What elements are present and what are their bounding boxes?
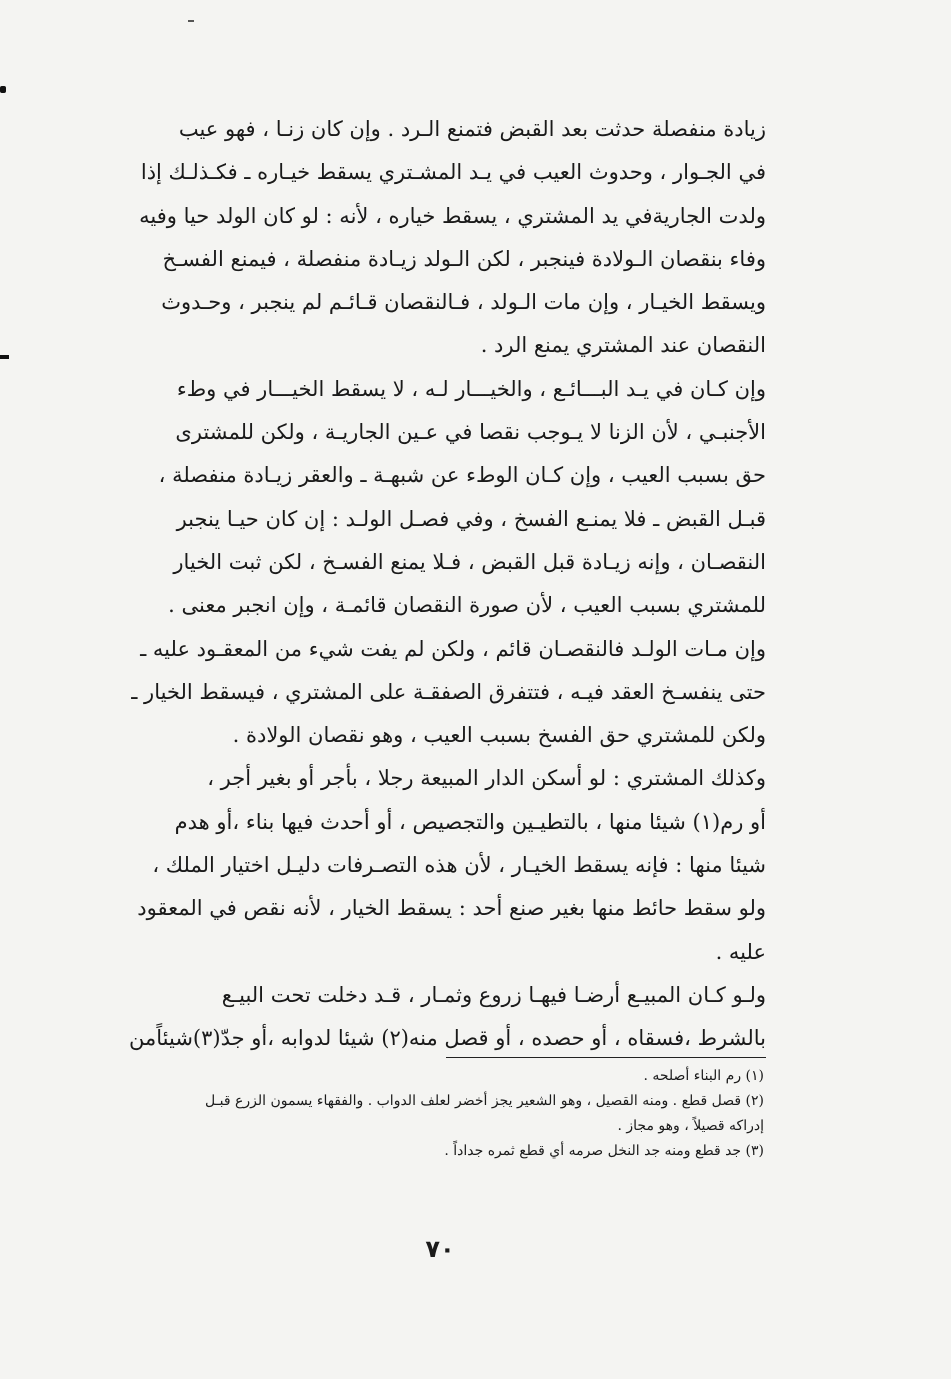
text-line: في الجـوار ، وحدوث العيب في يـد المشـتري يسقط خيـاره ـ فكـذلـك إذا bbox=[140, 160, 766, 185]
text-line: ويسقط الخيـار ، وإن مات الـولد ، فـالنقصان قـائـم لم ينجبر ، وحـدوث bbox=[161, 290, 766, 315]
text-line: ولـو كـان المبيـع أرضـا فيهـا زروع وثمـار ، قـد دخلت تحت البيـع bbox=[221, 982, 766, 1007]
text-line: حتى ينفسـخ العقد فيـه ، فتتفرق الصفقـة على المشتري ، فيسقط الخيار ـ bbox=[131, 679, 766, 704]
text-line: للمشتري بسبب العيب ، لأن صورة النقصان قائمـة ، وإن انجبر معنى . bbox=[168, 593, 766, 618]
text-line: وإن كـان في يـد البـــائـع ، والخيـــار لـه ، لا يسقط الخيـــار في وطء bbox=[176, 376, 766, 401]
text-line: وإن مـات الولـد فالنقصـان قائم ، ولكن لم يفت شيء من المعقـود عليه ـ bbox=[140, 636, 766, 661]
text-line: الأجنبـي ، لأن الزنا لا يـوجب نقصا في عـين الجاريـة ، ولكن للمشترى bbox=[175, 420, 766, 445]
scan-mark bbox=[0, 86, 6, 93]
text-line: بالشرط ،فسقاه ، أو حصده ، أو قصل منه(٢) شيئا لدوابه ،أو جدّ(٣)شيئاًمن bbox=[129, 1026, 766, 1051]
page-number: ٧٠ bbox=[425, 1235, 455, 1263]
text-line: ولدت الجاريةفي يد المشتري ، يسقط خياره ، لأنه : لو كان الولد حيا وفيه bbox=[139, 203, 766, 228]
footnote: (٢) قصل قطع . ومنه القصيل ، وهو الشعير يجز أخضر لعلف الدواب . والفقهاء يسمون الزرع قبـل bbox=[204, 1093, 764, 1109]
text-line: شيئا منها : فإنه يسقط الخيـار ، لأن هذه التصـرفات دليـل اختيار الملك ، bbox=[152, 853, 766, 878]
text-line: وكذلك المشتري : لو أسكن الدار المبيعة رجلا ، بأجر أو بغير أجر ، bbox=[207, 766, 766, 791]
text-line: النقصان عند المشتري يمنع الرد . bbox=[480, 333, 766, 358]
scan-mark bbox=[0, 355, 9, 359]
text-line: أو رم(١) شيئا منها ، بالتطيـين والتجصيص ، أو أحدث فيها بناء ،أو هدم bbox=[174, 809, 766, 834]
scan-mark bbox=[188, 20, 194, 22]
text-line: عليه . bbox=[715, 939, 766, 964]
footnote-separator bbox=[446, 1057, 766, 1058]
footnote: (١) رم البناء أصلحه . bbox=[643, 1068, 764, 1084]
main-text bbox=[118, 108, 766, 1061]
text-line: ولكن للمشتري حق الفسخ بسبب العيب ، وهو نقصان الولادة . bbox=[232, 723, 766, 748]
text-line: النقصـان ، وإنه زيـادة قبل القبض ، فـلا يمنع الفسـخ ، لكن ثبت الخيار bbox=[173, 549, 766, 574]
text-line: زيادة منفصلة حدثت بعد القبض فتمنع الـرد . وإن كان زنـا ، فهو عيب bbox=[178, 117, 766, 141]
text-line: حق بسبب العيب ، وإن كـان الوطء عن شبهـة ـ والعقر زيـادة منفصلة ، bbox=[158, 463, 766, 488]
text-line: قبـل القبض ـ فلا يمنـع الفسخ ، وفي فصـل الولـد : إن كان حيـا ينجبر bbox=[176, 506, 766, 531]
footnote: (٣) جد قطع ومنه جد النخل صرمه أي قطع ثمره جداداً . bbox=[444, 1143, 764, 1159]
footnotes bbox=[106, 1064, 764, 1164]
footnote-continuation: إدراكه قصيلاً ، وهو مجاز . bbox=[617, 1118, 764, 1134]
text-line: ولو سقط حائط منها بغير صنع أحد : يسقط الخيار ، لأنه نقص في المعقود bbox=[137, 896, 766, 921]
text-line: وفاء بنقصان الـولادة فينجبر ، لكن الـولد زيـادة منفصلة ، فيمنع الفسـخ bbox=[162, 246, 766, 271]
